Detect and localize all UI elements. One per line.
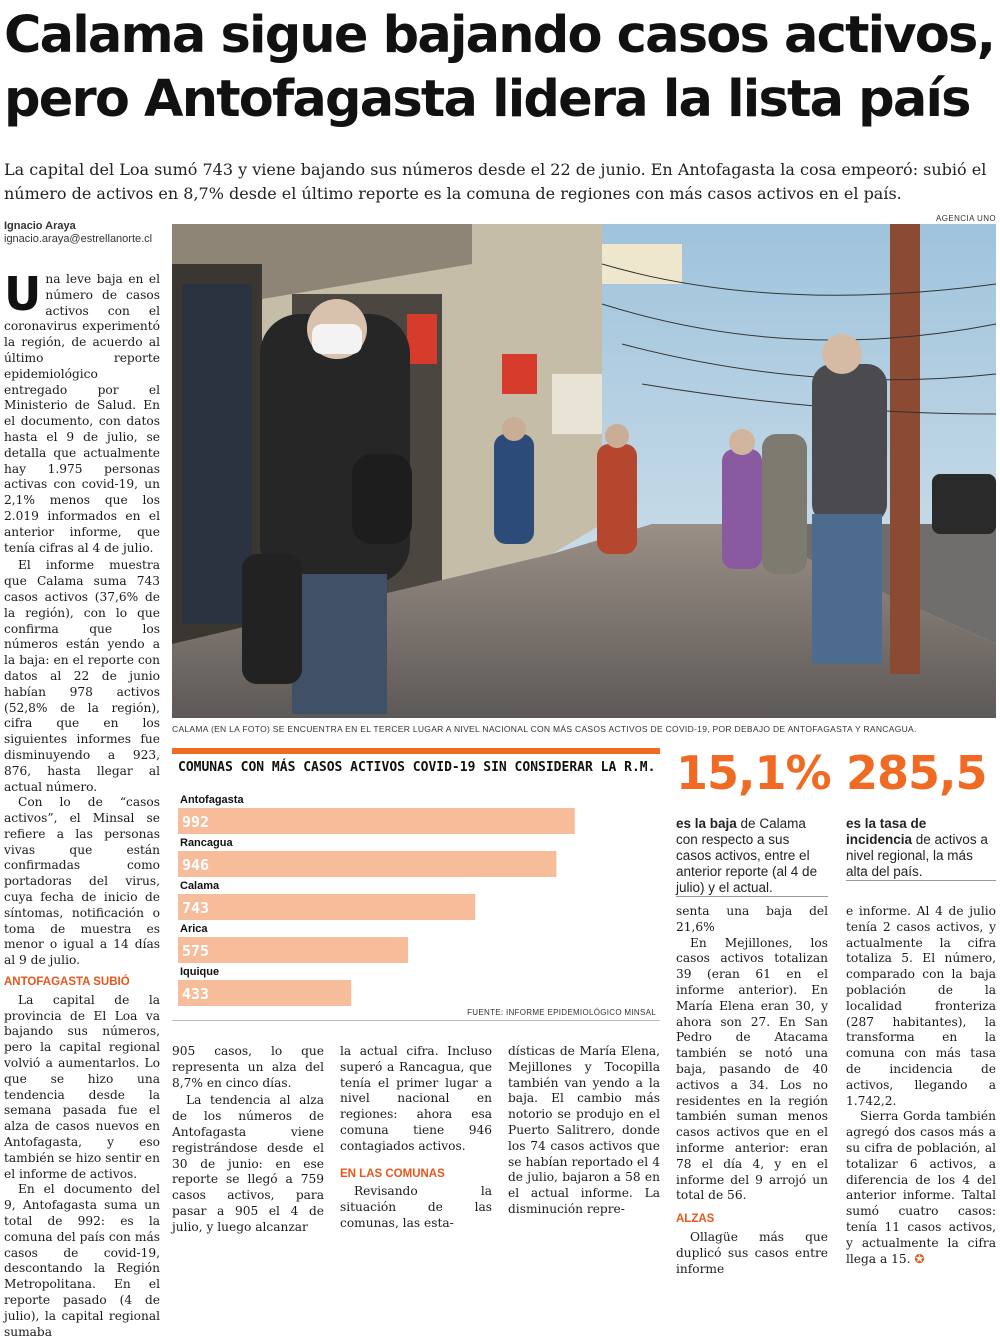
article-column-6 xyxy=(846,904,996,1267)
bar-chart xyxy=(172,748,660,1026)
paragraph: 905 casos, lo que representa un alza del 8,7% en cinco días. xyxy=(172,1044,324,1090)
value-label: 575 xyxy=(182,942,210,960)
paragraph: Con lo de “casos activos”, el Minsal se refiere a las personas vivas que están confirmadas como portadoras del virus, cuya fecha de inicio de síntomas, notificación o toma de muestra es menor o igual a 14 días al 9 de julio. xyxy=(4,795,160,968)
byline-email: ignacio.araya@estrellanorte.cl xyxy=(4,233,153,245)
value-label: 433 xyxy=(182,985,210,1003)
street-photo-illustration xyxy=(172,224,996,718)
stat-description xyxy=(846,816,996,880)
subhead-comunas: EN LAS COMUNAS xyxy=(340,1167,445,1180)
category-label: Arica xyxy=(180,923,208,935)
chart-bottom-rule xyxy=(172,1020,660,1021)
category-label: Calama xyxy=(180,880,220,892)
chart-source: FUENTE: INFORME EPIDEMIOLÓGICO MINSAL xyxy=(467,1008,656,1017)
bar xyxy=(178,937,408,963)
paragraph: En el documento del 9, Antofagasta suma un total de 992: es la comuna del país con más casos de covid-19, descontando la Región Metropolitana. En el reporte pasado (4 de julio), la capital regional sumaba xyxy=(4,1182,160,1339)
subhead-alzas: ALZAS xyxy=(676,1213,715,1226)
value-label: 946 xyxy=(182,856,210,874)
dropcap: U xyxy=(4,267,42,321)
byline xyxy=(4,220,164,246)
end-mark-icon: ✪ xyxy=(914,1251,925,1266)
paragraph: senta una baja del 21,6% xyxy=(676,904,828,934)
stat-incidencia xyxy=(846,748,996,880)
article-column-3 xyxy=(340,1044,492,1232)
photo-caption: CALAMA (EN LA FOTO) SE ENCUENTRA EN EL TERCER LUGAR A NIVEL NACIONAL CON MÁS CASOS ACTIVOS DE COVID-19, POR DEBAJO DE ANTOFAGASTA Y RANCAGUA. xyxy=(172,724,917,734)
chart-plot xyxy=(172,792,660,1012)
headline-line-2: pero Antofagasta lidera la lista país xyxy=(4,70,970,129)
paragraph: El informe muestra que Calama suma 743 casos activos (37,6% de la región), con lo que confirma que los números están yendo a la baja: en el reporte con datos al 22 de junio habían 978 activos (52,8% de la región), cifra que en los siguientes informes fue disminuyendo a 923, 876, hasta llegar al actual número. xyxy=(4,558,160,794)
paragraph: La tendencia al alza de los números de Antofagasta viene registrándose desde el 30 de junio: en ese reporte se llegó a 759 casos activos, para pasar a 905 el 4 de julio, y luego alcanzar xyxy=(172,1093,324,1234)
stat-divider xyxy=(676,896,828,897)
headline-line-1: Calama sigue bajando casos activos, xyxy=(4,6,995,65)
headline xyxy=(4,4,996,132)
deck: La capital del Loa sumó 743 y viene bajando sus números desde el 22 de junio. En Antofagasta la cosa empeoró: subió el número de activos en 8,7% desde el último reporte es la comuna de regiones con más casos activos en el país. xyxy=(4,160,987,203)
paragraph: e informe. Al 4 de julio tenía 2 casos activos, y actualmente la cifra totaliza 5. El número, comparado con la baja población de la localidad fronteriza (287 habitantes), la transforma en la comuna con más tasa de incidencia de activos, llegando a 1.742,2. xyxy=(846,904,996,1108)
stat-lead: es la tasa de incidencia xyxy=(846,816,927,847)
subhead-antofagasta: ANTOFAGASTA SUBIÓ xyxy=(4,976,130,989)
photo-credit: AGENCIA UNO xyxy=(936,214,996,223)
paragraph: En Mejillones, los casos activos totalizan 39 (eran 61 en el informe anterior). En María Elena eran 30, y ahora son 27. En San Pedro de Atacama también se notó una baja, pasando de 40 activos a 34. Los no residentes en la región también suman menos casos activos que en el informe anterior: eran 78 el día 4, y en el informe del 9 arrojó un total de 56. xyxy=(676,935,828,1203)
category-label: Iquique xyxy=(180,966,220,978)
stat-lead: es la baja xyxy=(676,816,737,831)
value-label: 743 xyxy=(182,899,210,917)
article-column-4 xyxy=(508,1044,660,1218)
paragraph: na leve baja en el número de casos activos con el coronavirus experimentó la región, de acuerdo al último reporte epidemiológico entregado por el Ministerio de Salud. En el documento, con datos hasta el 9 de julio, se detalla que actualmente hay 1.975 personas activas con covid-19, un 2,1% menos que los 2.019 informados en el anterior informe, que tenía cifras al 4 de julio. xyxy=(4,272,160,555)
chart-top-rule xyxy=(172,748,660,754)
category-label: Antofagasta xyxy=(180,794,244,806)
paragraph: Ollagüe más que duplicó sus casos entre informe xyxy=(676,1229,828,1276)
stat-divider xyxy=(846,880,996,881)
stat-value: 285,5 xyxy=(846,746,987,800)
bar xyxy=(178,851,556,877)
paragraph-text: Sierra Gorda también agregó dos casos más a su cifra de población, al totalizar 6 activos, a diferencia de los 4 del anterior informe. Taltal sumó cuatro casos: tenía 11 casos activos, y actualmente la cifra llega a 15. xyxy=(846,1109,996,1266)
paragraph: dísticas de María Elena, Mejillones y Tocopilla también van yendo a la baja. El cambio más notorio se produjo en el Puerto Salitrero, donde los 74 casos activos que se habían reportado el 4 de julio, bajaron a 58 en el actual informe. La disminución repre- xyxy=(508,1044,660,1216)
paragraph: La capital de la provincia de El Loa va bajando sus números, pero la capital regional volvió a aumentarlos. Lo que se hizo una tendencia desde la semana pasada fue el alza de casos nuevos en Antofagasta, y eso también se hizo sentir en el informe de activos. xyxy=(4,992,160,1181)
bar xyxy=(178,894,475,920)
category-label: Rancagua xyxy=(180,837,233,849)
bar xyxy=(178,808,575,834)
paragraph xyxy=(846,1109,996,1267)
byline-author: Ignacio Araya xyxy=(4,220,76,232)
stat-text: de Calama con respecto a sus casos activos, entre el anterior reporte (al 4 de julio) y el actual. xyxy=(676,816,818,895)
value-label: 992 xyxy=(182,813,210,831)
stat-text: de activos a nivel regional, la más alta del país. xyxy=(846,832,988,879)
article-column-2 xyxy=(172,1044,324,1236)
stat-value: 15,1% xyxy=(676,746,831,800)
photo xyxy=(172,224,996,718)
paragraph: la actual cifra. Incluso superó a Rancagua, que tenía el primer lugar a nivel nacional en regiones: ahora esa comuna tiene 946 contagiados activos. xyxy=(340,1044,492,1153)
chart-title: COMUNAS CON MÁS CASOS ACTIVOS COVID-19 SIN CONSIDERAR LA R.M. xyxy=(178,760,656,775)
stat-calama xyxy=(676,746,831,896)
article-column-1 xyxy=(4,267,160,1340)
article-column-5 xyxy=(676,904,828,1277)
stat-description xyxy=(676,816,828,896)
paragraph: Revisando la situación de las comunas, las esta- xyxy=(340,1184,492,1230)
